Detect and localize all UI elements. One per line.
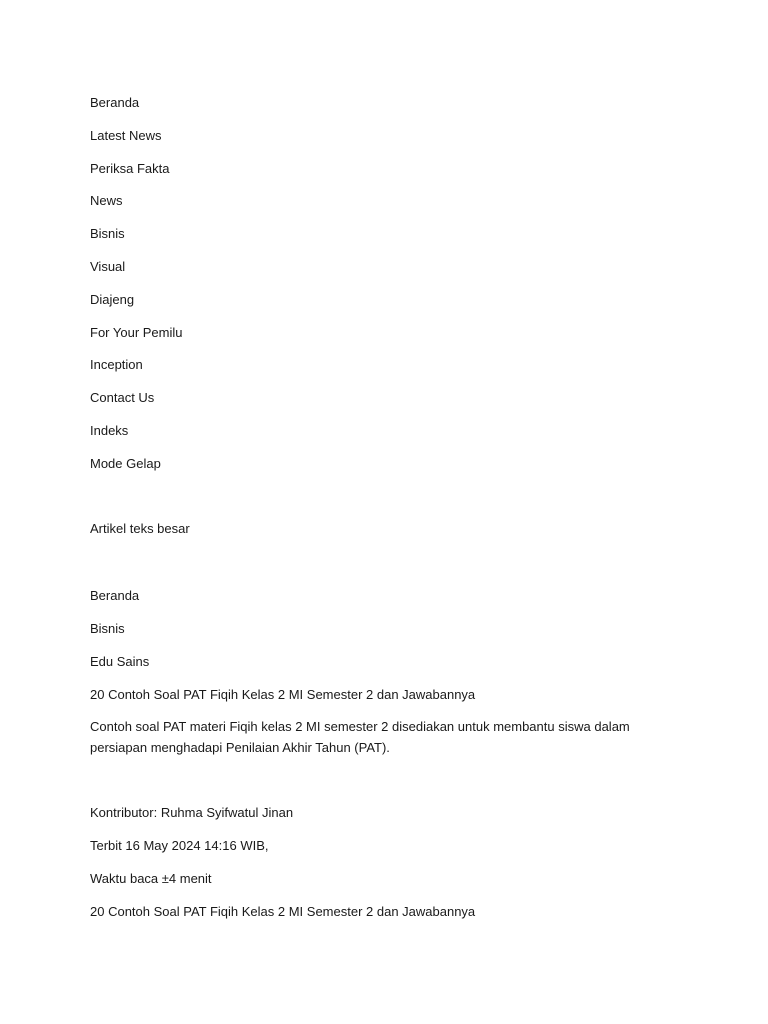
nav-item-inception[interactable]: Inception — [90, 357, 143, 372]
nav-item-diajeng[interactable]: Diajeng — [90, 292, 135, 307]
article-published-date: Terbit 16 May 2024 14:16 WIB, — [90, 838, 269, 853]
nav-item-indeks[interactable]: Indeks — [90, 423, 129, 438]
nav-item-beranda[interactable]: Beranda — [90, 95, 140, 110]
nav-item-visual[interactable]: Visual — [90, 259, 126, 274]
article-title: 20 Contoh Soal PAT Fiqih Kelas 2 MI Semester 2 dan Jawabannya — [90, 687, 476, 702]
article-read-time: Waktu baca ±4 menit — [90, 871, 212, 886]
article-summary: Contoh soal PAT materi Fiqih kelas 2 MI semester 2 disediakan untuk membantu siswa dalam persiapan menghadapi Penilaian Akhir Tahun (PAT). — [90, 719, 630, 755]
article-image-caption: 20 Contoh Soal PAT Fiqih Kelas 2 MI Semester 2 dan Jawabannya — [90, 904, 476, 919]
article-contributor: Kontributor: Ruhma Syifwatul Jinan — [90, 805, 294, 820]
nav-item-bisnis[interactable]: Bisnis — [90, 226, 125, 241]
nav-item-for-your-pemilu[interactable]: For Your Pemilu — [90, 325, 183, 340]
breadcrumb-item-edu-sains[interactable]: Edu Sains — [90, 654, 150, 669]
dark-mode-toggle[interactable]: Mode Gelap — [90, 456, 161, 471]
nav-item-latest-news[interactable]: Latest News — [90, 128, 162, 143]
breadcrumb-item-bisnis[interactable]: Bisnis — [90, 621, 125, 636]
nav-item-periksa-fakta[interactable]: Periksa Fakta — [90, 161, 170, 176]
breadcrumb-item-beranda[interactable]: Beranda — [90, 588, 140, 603]
large-text-toggle[interactable]: Artikel teks besar — [90, 521, 190, 536]
nav-item-news[interactable]: News — [90, 193, 123, 208]
nav-item-contact-us[interactable]: Contact Us — [90, 390, 155, 405]
